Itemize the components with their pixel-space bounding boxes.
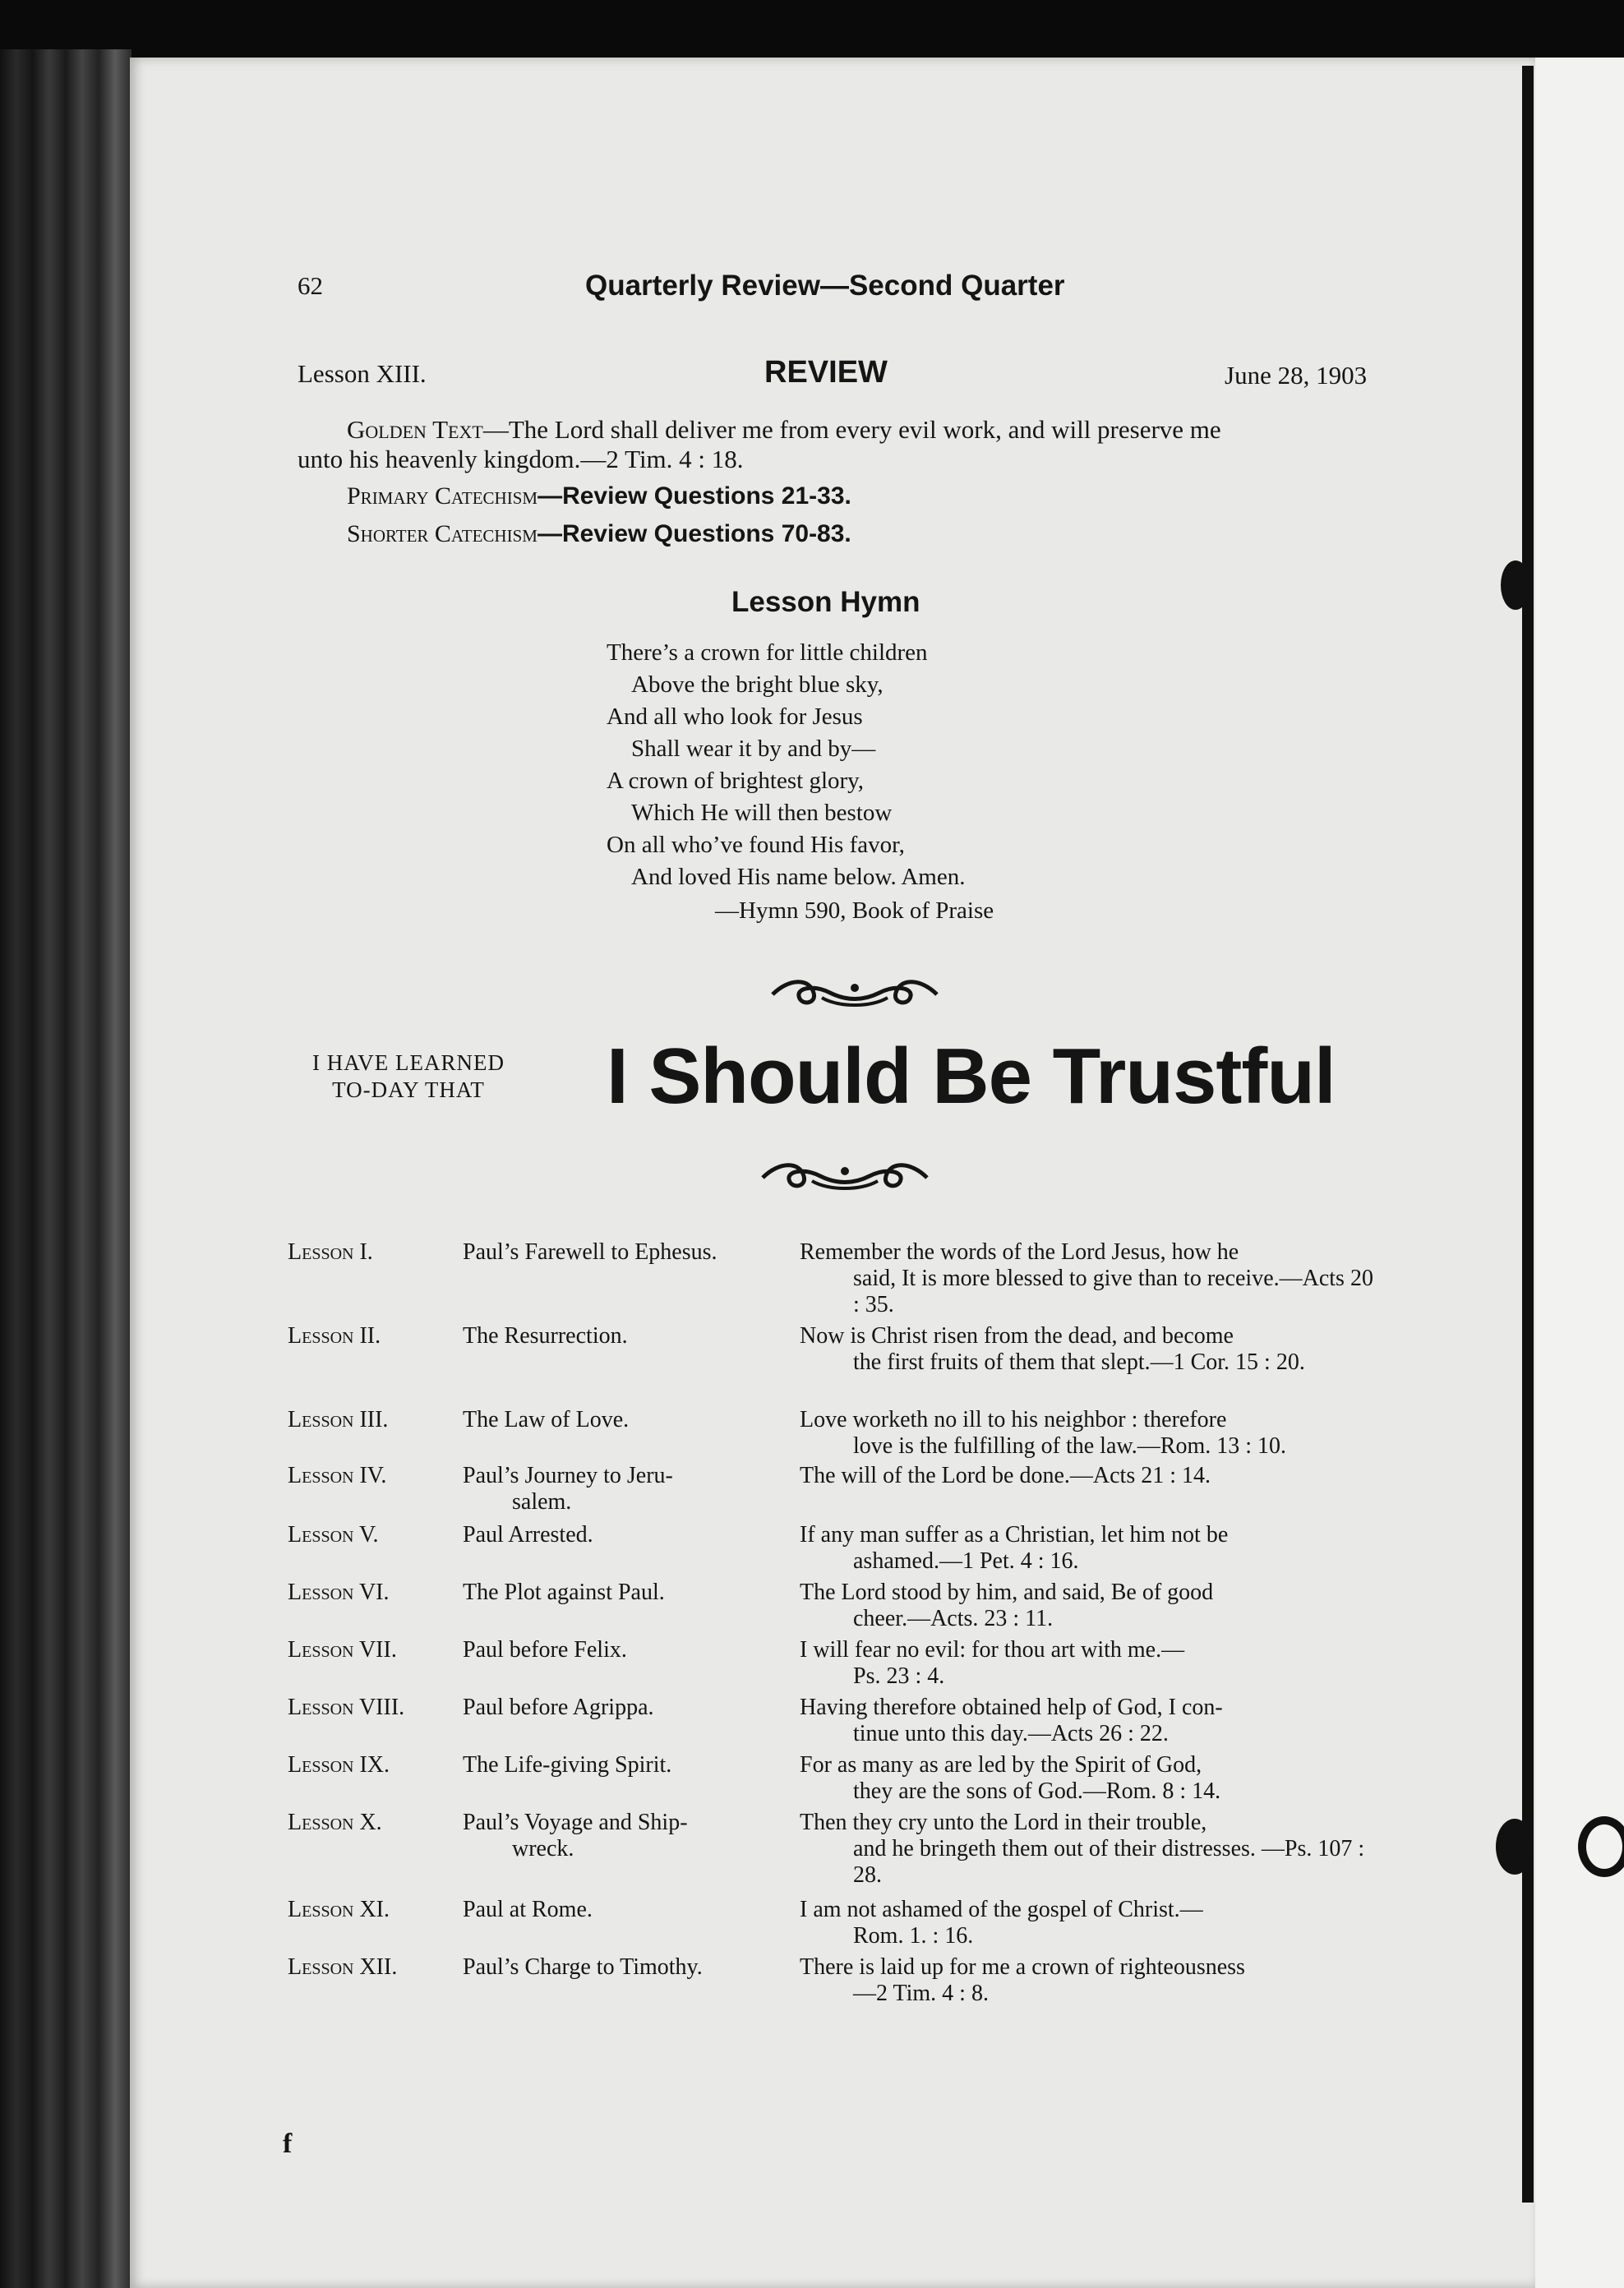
lesson-row-text-rest: the first fruits of them that slept.—1 Cor. 15 : 20. [853,1349,1305,1375]
lesson-row-title-line: Paul at Rome. [463,1897,593,1922]
lesson-row-text-first: Remember the words of the Lord Jesus, how he [800,1239,1239,1265]
lesson-row-label [288,1637,397,1663]
lesson-row-label [288,1695,404,1721]
page-gutter-shadow [1522,66,1534,2203]
learned-caption [312,1049,505,1104]
primary-catechism-value: —Review Questions 21-33. [537,482,851,510]
lesson-row-text-first: I am not ashamed of the gospel of Christ.— [800,1897,1203,1922]
golden-text-line1: —The Lord shall deliver me from every evil work, and will preserve me [482,415,1221,444]
binding-hole-top [1501,560,1530,610]
lesson-row-label-text: Lesson XII. [288,1954,398,1980]
lesson-row-text-rest: tinue unto this day.—Acts 26 : 22. [853,1721,1169,1746]
hymn-line: And loved His name below. Amen. [631,864,966,890]
hymn-line: Above the bright blue sky, [631,671,884,698]
hymn-line: On all who’ve found His favor, [607,832,905,858]
running-title: Quarterly Review—Second Quarter [585,270,1065,302]
lesson-row-text-first: For as many as are led by the Spirit of God, [800,1752,1202,1778]
lesson-row-golden-text [800,1695,1375,1747]
lesson-row-label-text: Lesson V. [288,1522,379,1548]
lesson-row-text-rest: they are the sons of God.—Rom. 8 : 14. [853,1778,1221,1804]
lesson-row-title-line: Paul’s Farewell to Ephesus. [463,1239,717,1265]
headline: I Should Be Trustful [607,1032,1336,1120]
lesson-date: June 28, 1903 [1225,361,1368,390]
lesson-row-golden-text [800,1239,1375,1318]
lesson-row-golden-text [800,1323,1375,1376]
lesson-row-title-line: Paul before Felix. [463,1637,627,1663]
lesson-row-text-rest: said, It is more blessed to give than to receive.—Acts 20 : 35. [853,1266,1373,1317]
lesson-row-label [288,1897,390,1923]
lesson-row-text-first: Then they cry unto the Lord in their trouble, [800,1810,1207,1835]
lesson-row-title [463,1897,593,1923]
lesson-number: Lesson XIII. [298,359,427,388]
lesson-row-golden-text [800,1897,1375,1949]
lesson-row-text-first: I will fear no evil: for thou art with me.— [800,1637,1185,1663]
lesson-row-title-line: The Law of Love. [463,1407,630,1432]
lesson-row-label [288,1463,386,1489]
lesson-row-title [463,1407,629,1433]
page-number: 62 [298,271,323,300]
lesson-row-text-first: If any man suffer as a Christian, let him not be [800,1522,1229,1548]
ornament-bottom [754,1155,935,1201]
learned-caption-line1: I HAVE LEARNED [312,1050,505,1075]
lesson-row-label [288,1810,382,1836]
hymn-line: And all who look for Jesus [607,703,863,730]
lesson-row-golden-text [800,1463,1375,1489]
hymn-attribution: —Hymn 590, Book of Praise [715,897,994,924]
ornament-top [764,970,945,1016]
lesson-row-title [463,1580,665,1606]
lesson-row-text-first: There is laid up for me a crown of righteousness [800,1954,1245,1980]
lesson-row-title-line: Paul before Agrippa. [463,1695,654,1720]
lesson-row-text-first: The will of the Lord be done.—Acts 21 : 14. [800,1463,1211,1488]
lesson-row-golden-text [800,1954,1375,2007]
lesson-row-text-rest: Ps. 23 : 4. [853,1663,945,1689]
hymn-line: Which He will then bestow [631,800,893,826]
lesson-row-label-text: Lesson VI. [288,1580,390,1605]
lesson-row-title-line: wreck. [512,1836,574,1861]
hymn-line: Shall wear it by and by— [631,736,876,762]
lesson-row-title-line: Paul’s Charge to Timothy. [463,1954,703,1980]
lesson-row-title [463,1810,688,1862]
lesson-row-golden-text [800,1752,1375,1805]
lesson-row-title [463,1522,593,1548]
lesson-row-title-line: Paul Arrested. [463,1522,593,1548]
learned-caption-line2: TO-DAY THAT [332,1077,485,1102]
lesson-row-label [288,1580,390,1606]
lesson-row-title-line: Paul’s Voyage and Ship- [463,1810,688,1835]
binding-ring-right [1578,1816,1624,1877]
lesson-row-label [288,1239,373,1266]
lesson-row-label [288,1752,390,1778]
lesson-row-label-text: Lesson XI. [288,1897,390,1922]
hymn-line: There’s a crown for little children [607,639,928,666]
lesson-row-title-line: The Resurrection. [463,1323,628,1349]
lesson-row-title [463,1637,627,1663]
facing-page-edge [1527,58,1624,2288]
binding-hole-middle [1496,1819,1534,1875]
lesson-row-text-rest: ashamed.—1 Pet. 4 : 16. [853,1548,1079,1574]
book-spine [0,49,131,2288]
lesson-row-golden-text [800,1580,1375,1632]
shorter-catechism-value: —Review Questions 70-83. [537,520,851,547]
lesson-row-label-text: Lesson I. [288,1239,373,1265]
primary-catechism-label: Primary Catechism [347,482,538,510]
lesson-row-title-line: The Plot against Paul. [463,1580,665,1605]
lesson-row-golden-text [800,1637,1375,1690]
lesson-row-title-line: salem. [512,1489,572,1515]
lesson-row-label-text: Lesson IV. [288,1463,387,1488]
lesson-row-text-rest: love is the fulfilling of the law.—Rom. 13 : 10. [853,1433,1287,1459]
lesson-row-text-first: Having therefore obtained help of God, I con- [800,1695,1223,1720]
lesson-row-label [288,1407,388,1433]
golden-text-line2: unto his heavenly kingdom.—2 Tim. 4 : 18. [298,445,744,473]
lesson-row-title [463,1695,654,1721]
lesson-row-title [463,1463,673,1515]
lesson-row-title [463,1239,717,1266]
lesson-row-label [288,1522,379,1548]
lesson-row-title-line: Paul’s Journey to Jeru- [463,1463,673,1488]
lesson-row-title-line: The Life-giving Spirit. [463,1752,672,1778]
printer-mark: f [283,2129,293,2159]
lesson-title: REVIEW [764,355,888,390]
lesson-row-label-text: Lesson IX. [288,1752,390,1778]
hymn-line: A crown of brightest glory, [607,768,865,794]
lesson-row-label [288,1954,397,1981]
lesson-row-title [463,1752,671,1778]
lesson-row-text-rest: Rom. 1. : 16. [853,1923,974,1949]
lesson-row-label [288,1323,381,1349]
lesson-row-text-first: The Lord stood by him, and said, Be of good [800,1580,1214,1605]
lesson-row-golden-text [800,1407,1375,1460]
lesson-row-title [463,1954,703,1981]
lesson-row-golden-text [800,1522,1375,1575]
lesson-row-text-rest: cheer.—Acts. 23 : 11. [853,1606,1054,1631]
lesson-row-label-text: Lesson II. [288,1323,381,1349]
lesson-row-text-first: Now is Christ risen from the dead, and become [800,1323,1234,1349]
lesson-row-text-first: Love worketh no ill to his neighbor : therefore [800,1407,1227,1432]
lesson-row-text-rest: and he bringeth them out of their distresses. —Ps. 107 : 28. [853,1836,1365,1888]
shorter-catechism [347,520,851,548]
hymn-title: Lesson Hymn [731,586,920,618]
lesson-row-golden-text [800,1810,1375,1889]
lesson-row-label-text: Lesson III. [288,1407,389,1432]
lesson-row-label-text: Lesson X. [288,1810,382,1835]
lesson-row-title [463,1323,628,1349]
golden-text-label: Golden Text [347,415,483,444]
shorter-catechism-label: Shorter Catechism [347,520,537,547]
primary-catechism [347,482,851,510]
lesson-row-label-text: Lesson VIII. [288,1695,405,1720]
lesson-row-label-text: Lesson VII. [288,1637,397,1663]
golden-text [347,415,1221,445]
lesson-row-text-rest: —2 Tim. 4 : 8. [853,1981,989,2006]
